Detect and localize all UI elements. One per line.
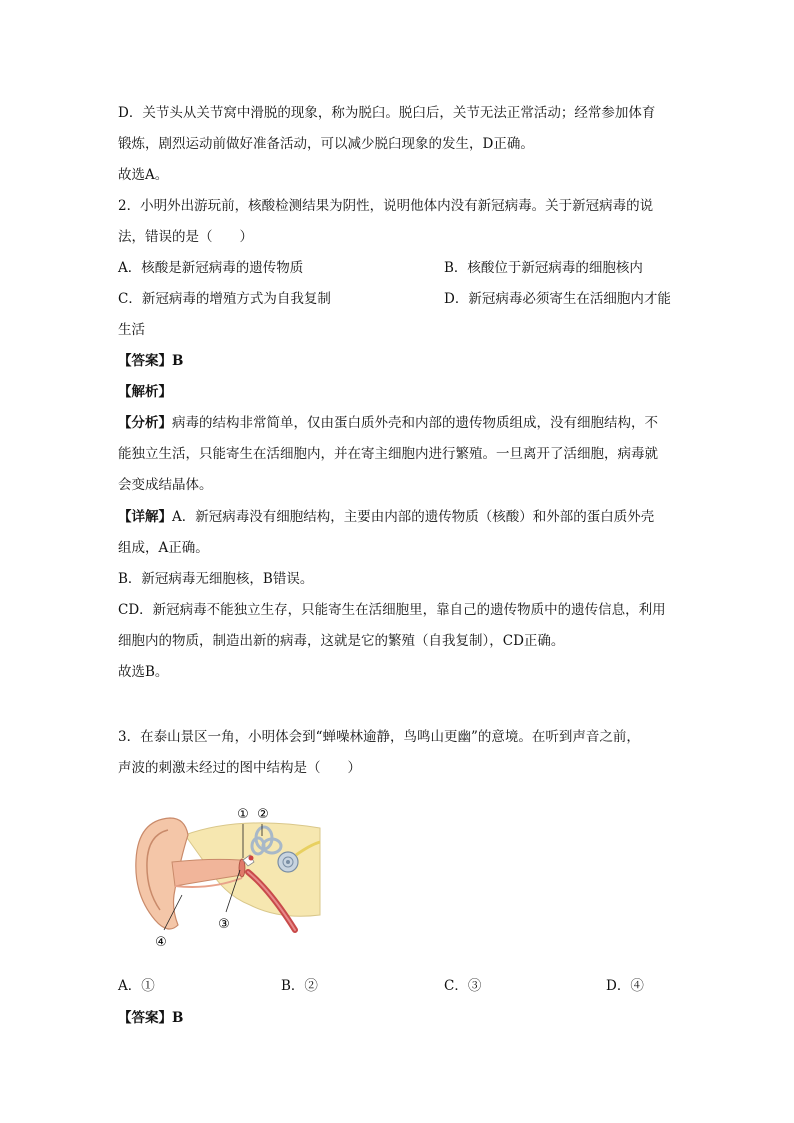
q1-option-d-line2: 锻炼，剧烈运动前做好准备活动，可以减少脱臼现象的发生，D正确。 [118,136,534,152]
q2-option-d-continued: 生活 [118,322,145,338]
q3-option-b: B．② [281,978,318,994]
q2-option-d: D．新冠病毒必须寄生在活细胞内才能 [444,291,671,307]
q2-detail-line2: 组成，A正确。 [118,540,209,556]
q2-detail-line3: B．新冠病毒无细胞核，B错误。 [118,571,314,587]
q2-option-c: C．新冠病毒的增殖方式为自我复制 [118,291,331,307]
label-4: ④ [155,935,167,950]
q2-conclusion: 故选B。 [118,664,169,680]
q2-analysis-line3: 会变成结晶体。 [118,477,213,493]
q2-detail-line5: 细胞内的物质，制造出新的病毒，这就是它的繁殖（自我复制），CD正确。 [118,633,565,649]
label-1: ① [237,807,249,822]
q2-answer: 【答案】B [118,353,184,369]
q2-analysis-heading: 【解析】 [118,384,172,400]
ear-structure-diagram [130,800,330,950]
q2-analysis-line1 [118,414,658,432]
q2-analysis-text1: 病毒的结构非常简单，仅由蛋白质外壳和内部的遗传物质组成，没有细胞结构，不 [172,415,658,431]
q3-option-d: D．④ [606,978,644,994]
q2-detail-line1 [118,508,654,526]
q3-stem-line2: 声波的刺激未经过的图中结构是（ ） [118,760,361,776]
q2-stem-line2: 法，错误的是（ ） [118,229,253,245]
q2-detail-label: 【详解】 [118,509,172,525]
q3-answer: 【答案】B [118,1010,184,1026]
label-3: ③ [218,917,230,932]
q1-conclusion: 故选A。 [118,167,169,183]
q2-detail-line4: CD．新冠病毒不能独立生存，只能寄生在活细胞里，靠自己的遗传物质中的遗传信息，利用 [118,602,666,618]
q2-stem-line1: 2．小明外出游玩前，核酸检测结果为阴性，说明他体内没有新冠病毒。关于新冠病毒的说 [118,198,654,214]
q1-option-d-line1: D．关节头从关节窝中滑脱的现象，称为脱臼。脱臼后，关节无法正常活动；经常参加体育 [118,105,656,121]
q2-option-a: A．核酸是新冠病毒的遗传物质 [118,260,304,276]
label-2: ② [257,807,269,822]
q3-option-a: A．① [118,978,155,994]
q3-stem-line1: 3．在泰山景区一角，小明体会到“蝉噪林逾静，鸟鸣山更幽”的意境。在听到声音之前， [118,729,640,745]
ossicle-highlight [249,856,254,861]
q2-analysis-line2: 能独立生活，只能寄生在活细胞内，并在寄主细胞内进行繁殖。一旦离开了活细胞，病毒就 [118,446,658,462]
q2-option-b: B．核酸位于新冠病毒的细胞核内 [444,260,643,276]
q3-option-c: C．③ [444,978,482,994]
q2-analysis-label: 【分析】 [118,415,172,431]
q2-detail-text1: A．新冠病毒没有细胞结构，主要由内部的遗传物质（核酸）和外部的蛋白质外壳 [172,509,655,525]
